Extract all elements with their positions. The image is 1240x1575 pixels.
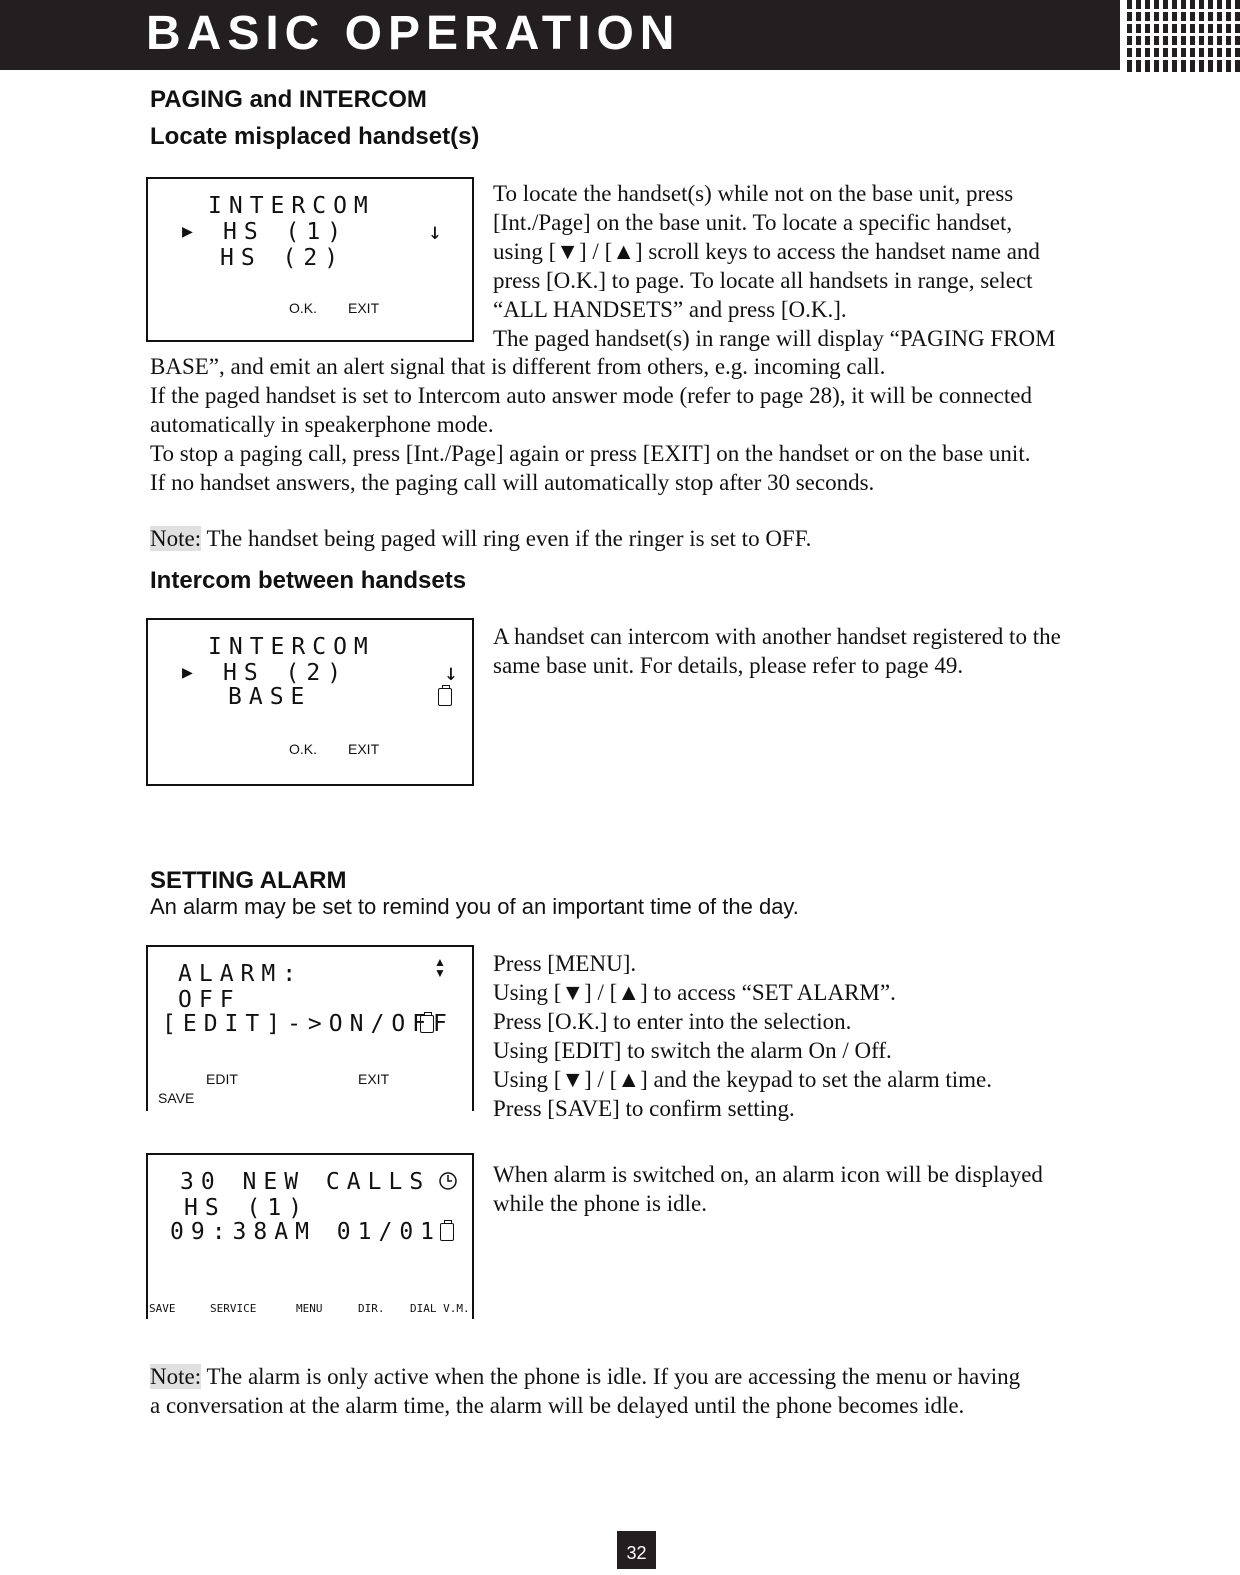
alarm-steps: [493, 949, 1133, 1123]
paging-paragraph: [493, 179, 1133, 353]
idle-line: When alarm is switched on, an alarm icon will be displayed: [493, 1162, 1043, 1187]
idle-paragraph: [493, 1160, 1133, 1218]
scroll-down-icon: ↓: [428, 219, 449, 245]
softkey-save: SAVE: [149, 1302, 176, 1315]
section-heading-alarm: SETTING ALARM: [150, 867, 347, 894]
intercom-line: A handset can intercom with another handset registered to the: [493, 624, 1061, 649]
paging-line: automatically in speakerphone mode.: [150, 412, 494, 437]
paging-line: To locate the handset(s) while not on the base unit, press: [493, 181, 1014, 206]
intercom-paragraph: [493, 622, 1133, 680]
lcd-line3: HS (2): [220, 245, 346, 271]
battery-icon: [420, 1015, 434, 1033]
paging-note: [150, 524, 1140, 553]
battery-icon: [438, 688, 452, 706]
idle-line: while the phone is idle.: [493, 1191, 707, 1216]
page-title: BASIC OPERATION: [146, 7, 681, 60]
softkey-service: SERVICE: [210, 1302, 257, 1315]
lcd-line3: BASE: [228, 684, 312, 710]
alarm-step: Press [O.K.] to enter into the selection.: [493, 1009, 852, 1034]
intercom-line: same base unit. For details, please refer to page 49.: [493, 653, 964, 678]
alarm-step: Using [▼] / [▲] to access “SET ALARM”.: [493, 980, 896, 1005]
battery-icon: [440, 1223, 454, 1241]
lcd-line2: HS (1): [184, 1195, 310, 1221]
lcd-intercom-handsets: [146, 618, 474, 786]
note-text: a conversation at the alarm time, the alarm will be delayed until the phone becomes idle.: [150, 1393, 965, 1418]
scroll-up-down-icon: ▲ ▼: [434, 955, 446, 980]
lcd-intercom-display: [146, 177, 474, 342]
softkey-exit: EXIT: [348, 300, 380, 316]
softkey-dir: DIR.: [358, 1302, 385, 1315]
paging-line: If the paged handset is set to Intercom auto answer mode (refer to page 28), it will be connected: [150, 383, 1032, 408]
section-subheading-locate: Locate misplaced handset(s): [150, 123, 480, 150]
note-label: Note:: [150, 526, 202, 551]
softkey-ok: O.K.: [289, 300, 318, 316]
lcd-line1: ALARM:: [178, 961, 304, 987]
softkey-save: SAVE: [158, 1090, 195, 1106]
softkey-exit: EXIT: [348, 741, 380, 757]
section-subheading-intercom: Intercom between handsets: [150, 567, 467, 594]
paging-line: using [▼] / [▲] scroll keys to access the handset name and: [493, 239, 1040, 264]
softkey-menu: MENU: [296, 1302, 323, 1315]
note-text: The handset being paged will ring even if the ringer is set to OFF.: [201, 526, 812, 551]
softkey-edit: EDIT: [206, 1071, 238, 1087]
alarm-note: [150, 1362, 1140, 1420]
alarm-step: Using [EDIT] to switch the alarm On / Off.: [493, 1038, 892, 1063]
paging-line: [Int./Page] on the base unit. To locate a specific handset,: [493, 210, 1013, 235]
lcd-line1: 30 NEW CALLS: [180, 1169, 431, 1195]
note-text: The alarm is only active when the phone is idle. If you are accessing the menu or having: [201, 1364, 1021, 1389]
header-pattern: [1127, 0, 1240, 72]
alarm-clock-icon: [438, 1171, 458, 1191]
cursor-icon: ▶: [182, 221, 200, 242]
alarm-intro: An alarm may be set to remind you of an important time of the day.: [150, 894, 799, 919]
paging-line: press [O.K.] to page. To locate all handsets in range, select: [493, 268, 1033, 293]
alarm-step: Press [MENU].: [493, 951, 637, 976]
lcd-line1: INTERCOM: [208, 634, 375, 660]
note-label: Note:: [150, 1364, 202, 1389]
softkey-ok: O.K.: [289, 741, 318, 757]
lcd-line3: [EDIT]->ON/OFF: [162, 1011, 454, 1037]
lcd-line2: OFF: [178, 987, 241, 1013]
paging-line: The paged handset(s) in range will display “PAGING FROM: [493, 326, 1056, 351]
lcd-line1: INTERCOM: [208, 193, 375, 219]
lcd-line2: HS (2): [223, 660, 349, 686]
paging-paragraph-full: [150, 352, 1140, 497]
paging-line: “ALL HANDSETS” and press [O.K.].: [493, 297, 847, 322]
scroll-down-icon: ↓: [444, 660, 465, 686]
lcd-alarm-display: [146, 945, 474, 1111]
lcd-idle-display: [146, 1153, 474, 1319]
lcd-line2: HS (1): [223, 219, 349, 245]
paging-line: To stop a paging call, press [Int./Page] again or press [EXIT] on the handset or on the base unit.: [150, 441, 1031, 466]
alarm-step: Using [▼] / [▲] and the keypad to set the alarm time.: [493, 1067, 993, 1092]
alarm-step: Press [SAVE] to confirm setting.: [493, 1096, 795, 1121]
paging-line: If no handset answers, the paging call will automatically stop after 30 seconds.: [150, 470, 875, 495]
cursor-icon: ▶: [182, 662, 200, 683]
softkey-dial-vm: DIAL V.M.: [410, 1302, 470, 1315]
section-heading-paging: PAGING and INTERCOM: [150, 86, 427, 113]
lcd-line3: 09:38AM 01/01: [170, 1219, 442, 1245]
page-number: 32: [617, 1531, 656, 1569]
paging-line: BASE”, and emit an alert signal that is different from others, e.g. incoming call.: [150, 354, 886, 379]
softkey-exit: EXIT: [358, 1071, 390, 1087]
